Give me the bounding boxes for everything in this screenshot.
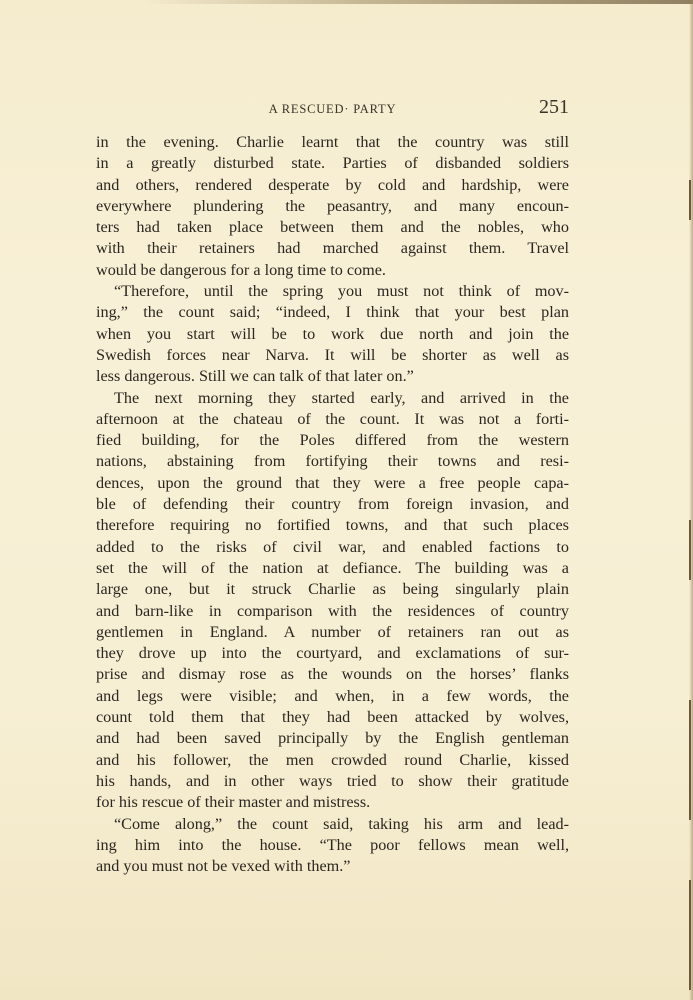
text-line: large one, but it struck Charlie as being singularly plain <box>96 580 569 599</box>
text-line: for his rescue of their master and mistress. <box>96 793 371 812</box>
text-line: when you start will be to work due north and join the <box>96 324 569 343</box>
page-right-edge <box>689 0 693 1000</box>
edge-mark <box>689 880 691 990</box>
text-line: and had been saved principally by the English gentleman <box>96 729 569 748</box>
text-line: and his follower, the men crowded round Charlie, kissed <box>96 750 569 769</box>
text-line: nations, abstaining from fortifying their towns and resi- <box>96 452 569 471</box>
text-line: “Therefore, until the spring you must not think of mov- <box>114 282 569 301</box>
text-line: dences, upon the ground that they were a free people capa- <box>96 473 569 492</box>
text-line: gentlemen in England. A number of retainers ran out as <box>96 622 569 641</box>
text-line: added to the risks of civil war, and enabled factions to <box>96 537 569 556</box>
text-line: with their retainers had marched against them. Travel <box>96 239 569 258</box>
text-line: prise and dismay rose as the wounds on the horses’ flanks <box>96 665 569 684</box>
text-line: ing,” the count said; “indeed, I think that your best plan <box>96 303 569 322</box>
text-line: less dangerous. Still we can talk of that later on.” <box>96 367 414 386</box>
edge-mark <box>689 700 691 820</box>
edge-mark <box>689 520 691 580</box>
text-line: ters had taken place between them and the nobles, who <box>96 218 569 237</box>
page-number: 251 <box>539 96 569 118</box>
text-line: and you must not be vexed with them.” <box>96 857 351 876</box>
text-line: ing him into the house. “The poor fellows mean well, <box>96 835 569 854</box>
text-line: afternoon at the chateau of the count. It was not a forti- <box>96 409 569 428</box>
text-line: everywhere plundering the peasantry, and many encoun- <box>96 196 569 215</box>
body-text <box>96 132 569 877</box>
text-line: would be dangerous for a long time to come. <box>96 260 386 279</box>
page-header <box>96 96 569 120</box>
text-line: count told them that they had been attacked by wolves, <box>96 708 569 727</box>
text-line: his hands, and in other ways tried to show their gratitude <box>96 771 569 790</box>
text-line: and others, rendered desperate by cold and hardship, were <box>96 175 569 194</box>
text-line: ble of defending their country from foreign invasion, and <box>96 495 569 514</box>
text-line: in a greatly disturbed state. Parties of disbanded soldiers <box>96 154 569 173</box>
running-title: A RESCUED· PARTY <box>268 102 397 116</box>
text-line: fied building, for the Poles differed from the western <box>96 431 569 450</box>
edge-mark <box>689 180 691 220</box>
text-line: in the evening. Charlie learnt that the country was still <box>96 133 569 151</box>
text-line: Swedish forces near Narva. It will be shorter as well as <box>96 345 569 364</box>
text-line: set the will of the nation at defiance. The building was a <box>96 558 569 577</box>
text-line: they drove up into the courtyard, and exclamations of sur- <box>96 644 569 663</box>
text-line: and barn-like in comparison with the residences of country <box>96 601 569 620</box>
text-line: therefore requiring no fortified towns, and that such places <box>96 516 569 535</box>
page-top-edge <box>140 0 693 4</box>
text-line: “Come along,” the count said, taking his arm and lead- <box>114 814 569 833</box>
text-line: and legs were visible; and when, in a few words, the <box>96 686 569 705</box>
text-line: The next morning they started early, and arrived in the <box>114 388 569 407</box>
